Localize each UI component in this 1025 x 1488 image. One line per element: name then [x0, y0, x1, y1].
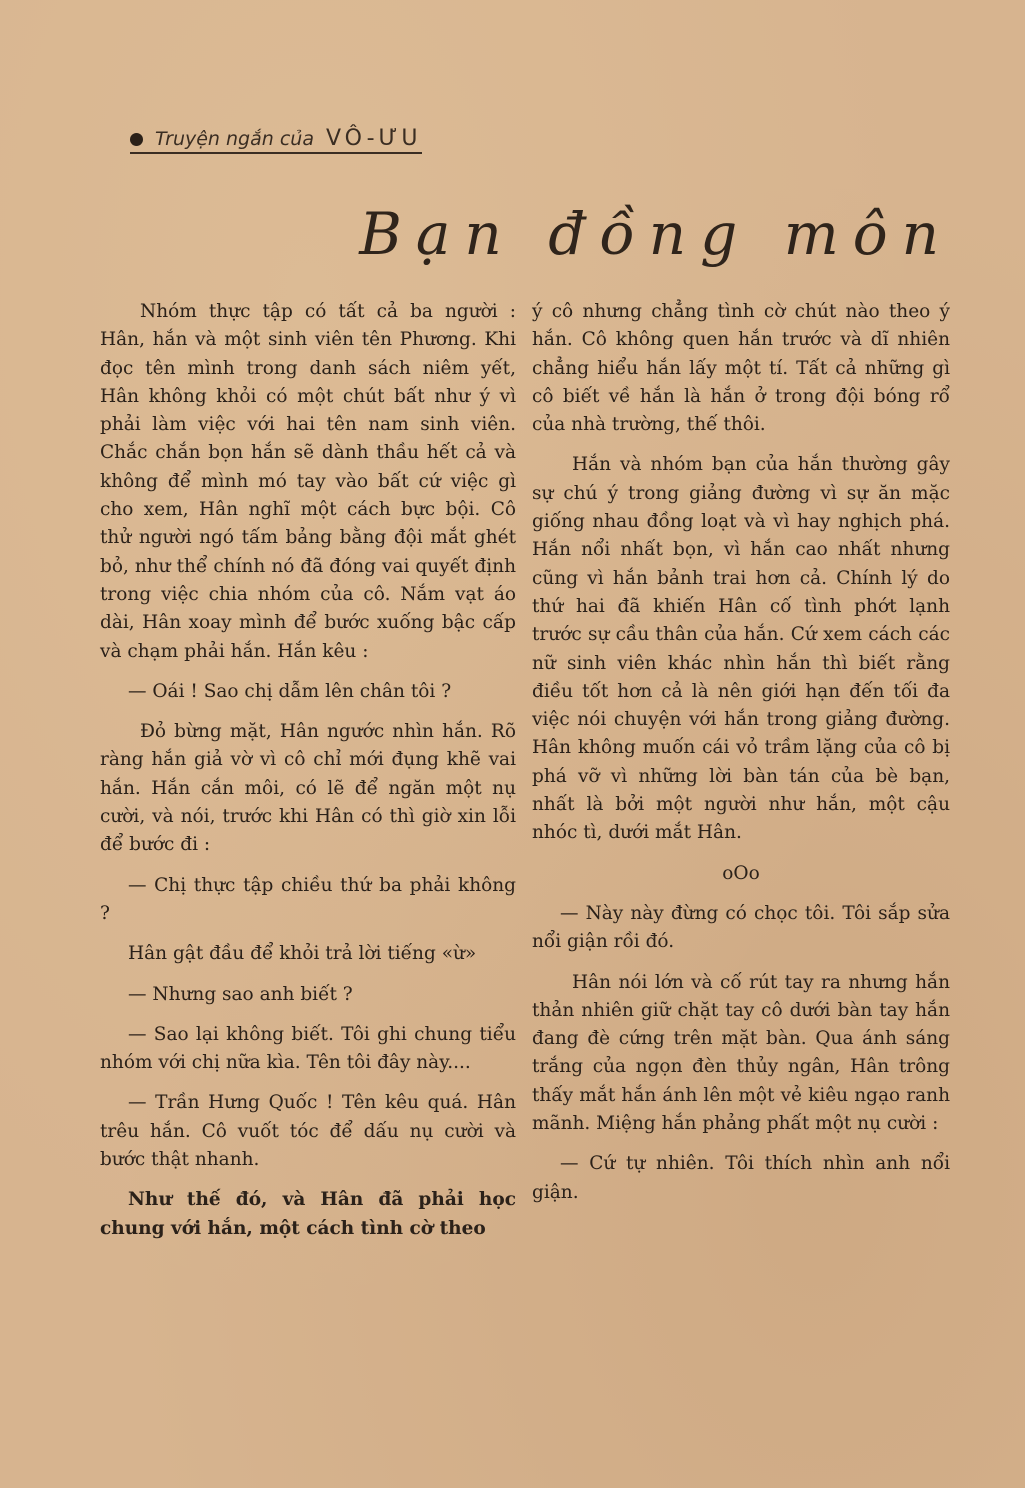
paragraph: Như thế đó, và Hân đã phải học chung với hắn, một cách tình cờ theo — [100, 1189, 516, 1239]
left-column — [100, 298, 516, 1255]
paragraph: Hân gật đầu để khỏi trả lời tiếng «ừ» — [128, 943, 477, 965]
right-column — [532, 298, 950, 1219]
byline — [130, 126, 422, 154]
dialogue-line: — Sao lại không biết. Tôi ghi chung tiểu nhóm với chị nữa kìa. Tên tôi đây này.... — [100, 1023, 516, 1074]
dialogue-line: — Chị thực tập chiều thứ ba phải không ? — [100, 874, 516, 924]
paragraph: Đỏ bừng mặt, Hân ngước nhìn hắn. Rõ ràng hắn giả vờ vì cô chỉ mới đụng khẽ vai hắn. Hắn cắn môi, có lẽ để ngăn một nụ cười, và nói, trước khi Hân có thì giờ xin lỗi để bước đi : — [100, 721, 516, 856]
dialogue-line: — Này này đừng có chọc tôi. Tôi sắp sửa nổi giận rồi đó. — [532, 902, 950, 953]
bullet-dot-icon — [130, 133, 143, 146]
dialogue-line: — Cứ tự nhiên. Tôi thích nhìn anh nổi giận. — [532, 1153, 950, 1203]
paragraph: Nhóm thực tập có tất cả ba người : Hân, hắn và một sinh viên tên Phương. Khi đọc tên mình trong danh sách niêm yết, Hân không khỏi có một chút bất như ý vì phải làm việc với hai tên nam sinh viên. Chắc chắn bọn hắn sẽ dành thầu hết cả và không để mình mó tay vào bất cứ việc gì cho xem, Hân nghĩ một cách bực bội. Cô thử người ngó tấm bảng bằng đội mắt ghét bỏ, như thể chính nó đã đóng vai quyết định trong việc chia nhóm của cô. Nắm vạt áo dài, Hân xoay mình để bước xuống bậc cấp và chạm phải hắn. Hắn kêu : — [100, 301, 516, 662]
byline-author: VÔ-ƯU — [326, 126, 422, 151]
story-title: Bạn đồng môn — [359, 200, 953, 268]
paragraph: Hắn và nhóm bạn của hắn thường gây sự chú ý trong giảng đường vì sự ăn mặc giống nhau đồng loạt và vì hay nghịch phá. Hắn nổi nhất bọn, vì hắn cao nhất nhưng cũng vì hắn bảnh trai hơn cả. Chính lý do thứ hai đã khiến Hân cố tình phớt lạnh trước sự cầu thân của hắn. Cứ xem cách các nữ sinh viên khác nhìn hắn thì biết rằng điều tốt hơn cả là nên giới hạn đến tối đa việc nói chuyện với hắn trong giảng đường. Hân không muốn cái vỏ trầm lặng của cô bị phá vỡ vì những lời bàn tán của bè bạn, nhất là bởi một người như hắn, một cậu nhóc tì, dưới mắt Hân. — [532, 454, 950, 844]
paragraph: Hân nói lớn và cố rút tay ra nhưng hắn thản nhiên giữ chặt tay cô dưới bàn tay hắn đang đè cứng trên mặt bàn. Qua ánh sáng trắng của ngọn đèn thủy ngân, Hân trông thấy mắt hắn ánh lên một vẻ kiêu ngạo ranh mãnh. Miệng hắn phảng phất một nụ cười : — [532, 971, 950, 1135]
dialogue-line: — Oái ! Sao chị dẫm lên chân tôi ? — [128, 680, 452, 702]
dialogue-line: — Nhưng sao anh biết ? — [128, 983, 353, 1005]
section-separator: oOo — [722, 862, 760, 884]
paragraph: ý cô nhưng chẳng tình cờ chút nào theo ý hắn. Cô không quen hắn trước và dĩ nhiên chẳng hiểu hắn lấy một tí. Tất cả những gì cô biết về hắn là hắn ở trong đội bóng rổ của nhà trường, thế thôi. — [532, 301, 950, 436]
dialogue-line: — Trần Hưng Quốc ! Tên kêu quá. Hân trêu hắn. Cô vuốt tóc để dấu nụ cười và bước thật nhanh. — [100, 1092, 516, 1171]
byline-intro: Truyện ngắn của — [155, 128, 314, 150]
